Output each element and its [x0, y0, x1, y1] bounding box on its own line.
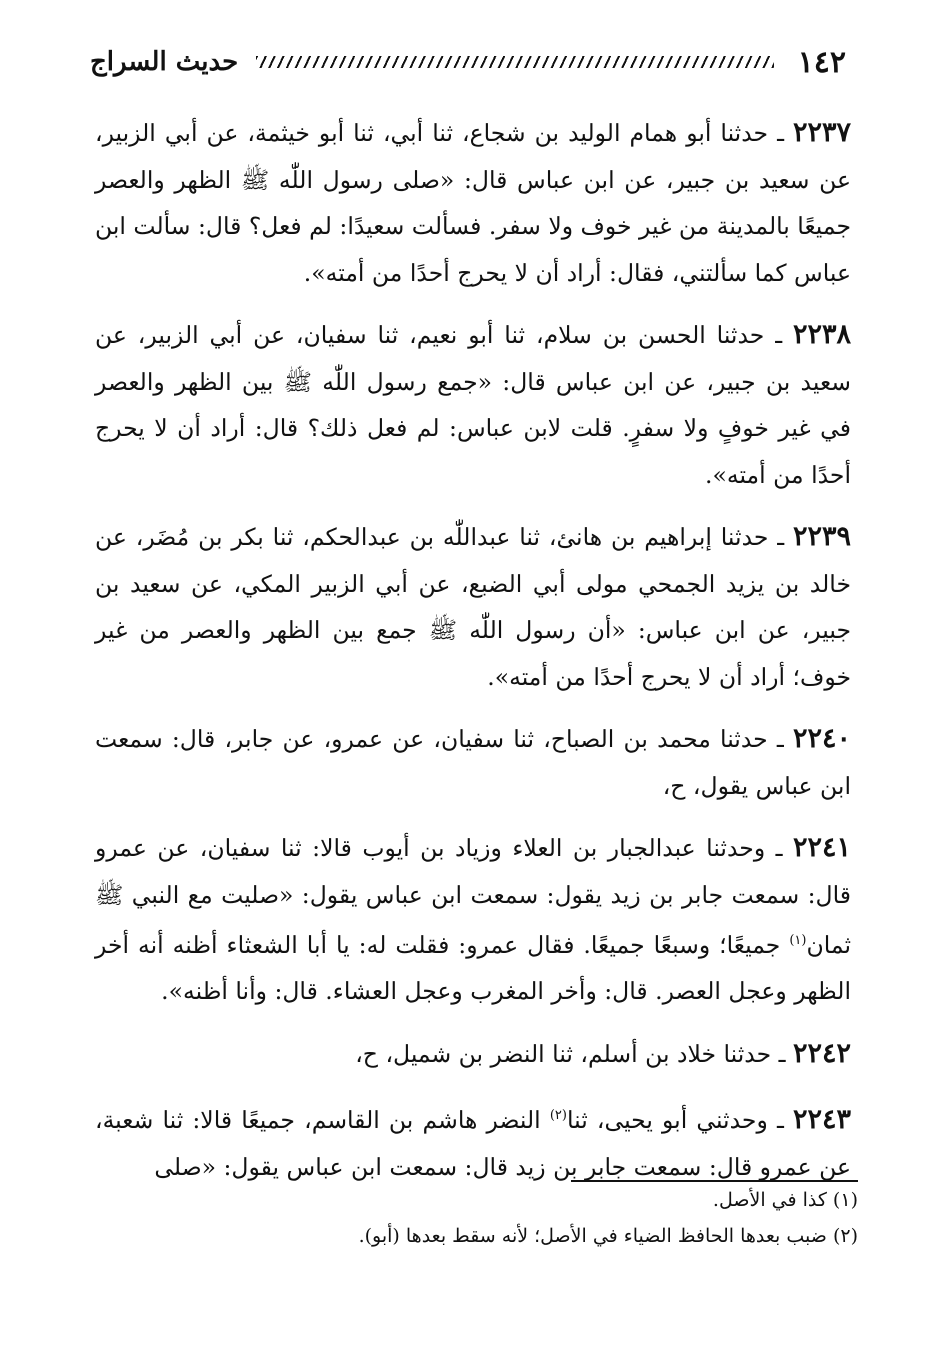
footnote-marker[interactable]: (١) [789, 933, 807, 948]
header-rule [256, 56, 773, 68]
hadith-2243 [95, 1093, 851, 1190]
hadith-number: ٢٢٤٣ [793, 1104, 852, 1136]
hadith-text: ـ حدثنا خلاد بن أسلم، ثنا النضر بن شميل، ح، [355, 1039, 793, 1068]
hadith-number: ٢٢٣٩ [792, 521, 851, 552]
hadith-text: ـ وحدثنا عبدالجبار بن العلاء وزياد بن أيوب قالا: ثنا سفيان، عن عمرو قال: سمعت جابر بن زيد يقول: سمعت ابن عباس يقول: «صليت مع النبي ﷺ ثمان [95, 834, 851, 959]
hadith-text: ـ وحدثني أبو يحيى، ثنا [566, 1106, 793, 1135]
hadith-2242 [95, 1031, 851, 1078]
footnote-marker[interactable]: (٢) [549, 1108, 567, 1124]
hadith-number: ٢٢٤١ [792, 832, 851, 863]
footnote-2: (٢) ضبب بعدها الحافظ الضياء في الأصل؛ لأنه سقط بعدها (أبو). [358, 1225, 858, 1247]
hadith-2241 [95, 825, 851, 1015]
hadith-2239 [95, 514, 851, 700]
page-header [90, 40, 846, 84]
page-number: ١٤٢ [797, 44, 846, 80]
footnote-1: (١) كذا في الأصل. [712, 1189, 858, 1211]
hadith-text: ـ حدثنا محمد بن الصباح، ثنا سفيان، عن عمرو، عن جابر، قال: سمعت ابن عباس يقول، ح، [95, 725, 851, 800]
main-text [95, 110, 851, 1206]
footnotes [258, 1182, 858, 1254]
hadith-number: ٢٢٣٨ [792, 319, 851, 350]
hadith-number: ٢٢٤٢ [792, 1037, 851, 1069]
hadith-text-continued: جميعًا؛ وسبعًا جميعًا. فقال عمرو: فقلت له: يا أبا الشعثاء أظنه أنه أخر الظهر وعجل العصر. قال: وأخر المغرب وعجل العشاء. قال: وأنا أظنه». [95, 930, 851, 1006]
hadith-2237 [95, 110, 851, 296]
hadith-number: ٢٢٤٠ [792, 723, 851, 754]
hadith-text: ـ حدثنا الحسن بن سلام، ثنا أبو نعيم، ثنا سفيان، عن أبي الزبير، عن سعيد بن جبير، عن ابن عباس قال: «جمع رسول اللّٰه ﷺ بين الظهر والعصر في غير خوفٍ ولا سفرٍ. قلت لابن عباس: لم فعل ذلك؟ قال: أراد أن لا يحرج أحدًا من أمته». [95, 321, 851, 489]
hadith-number: ٢٢٣٧ [792, 117, 851, 148]
hadith-2240 [95, 716, 851, 809]
hadith-2238 [95, 312, 851, 498]
hadith-text: ـ حدثنا أبو همام الوليد بن شجاع، ثنا أبي، ثنا أبو خيثمة، عن أبي الزبير، عن سعيد بن جبير، عن ابن عباس قال: «صلى رسول اللّٰه ﷺ الظهر والعصر جميعًا بالمدينة من غير خوف ولا سفر. فسألت سعيدًا: لم فعل؟ قال: سألت ابن عباس كما سألتني، فقال: أراد أن لا يحرج أحدًا من أمته». [94, 119, 851, 287]
hadith-text: ـ حدثنا إبراهيم بن هانئ، ثنا عبداللّٰه بن عبدالحكم، ثنا بكر بن مُضَر، عن خالد بن يزيد الجمحي مولى أبي الضبع، عن أبي الزبير المكي، عن سعيد بن جبير، عن ابن عباس: «أن رسول اللّٰه ﷺ جمع بين الظهر والعصر من غير خوف؛ أراد أن لا يحرج أحدًا من أمته». [95, 523, 851, 691]
running-title: حديث السراج [90, 47, 239, 77]
hadith-text-continued: النضر هاشم بن القاسم، جميعًا قالا: ثنا شعبة، عن عمرو قال: سمعت جابر بن زيد قال: سمعت ابن عباس يقول: «صلى [95, 1106, 851, 1181]
